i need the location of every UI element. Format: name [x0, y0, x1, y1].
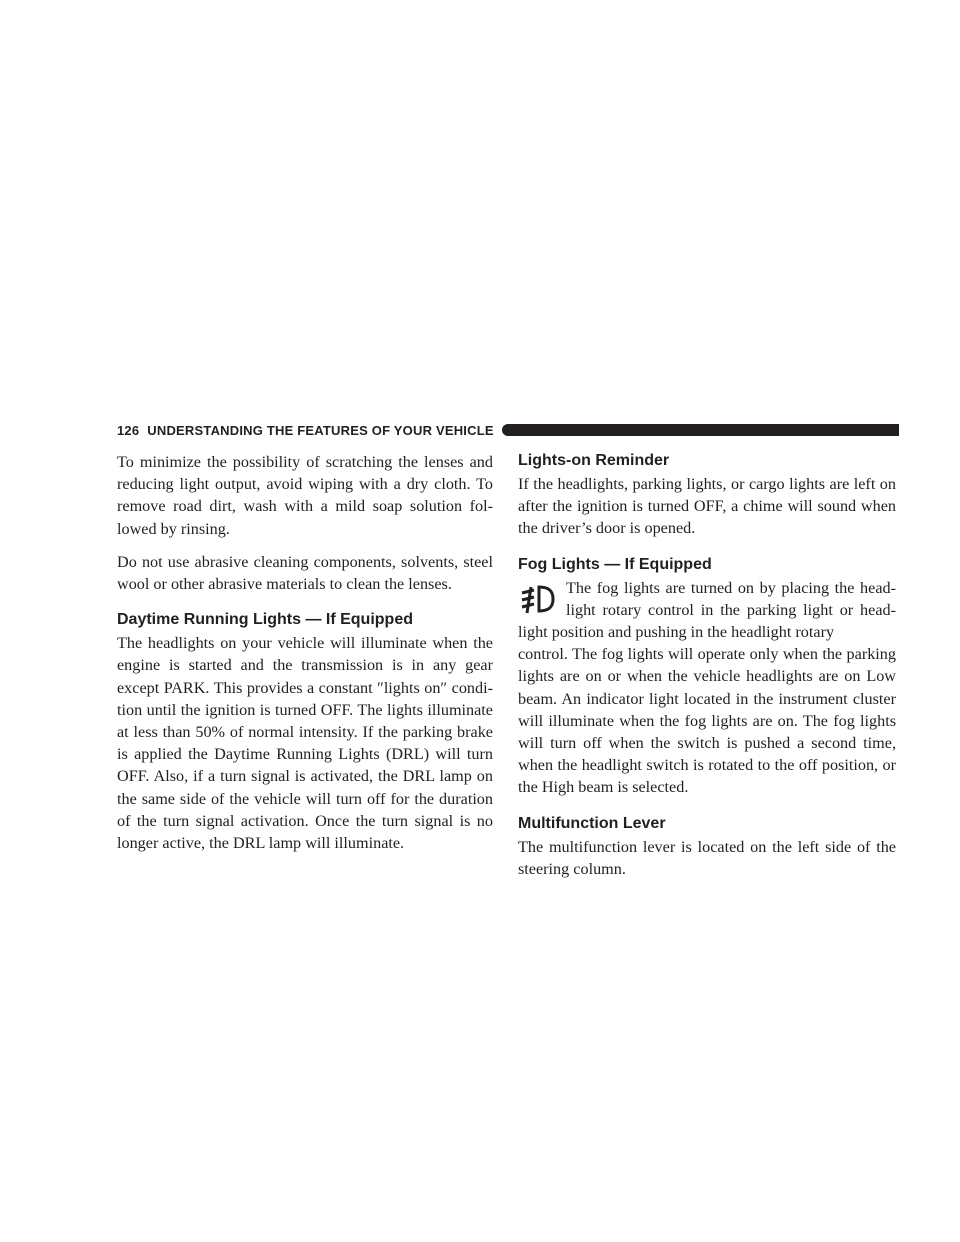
paragraph-abrasive-warning: Do not use abrasive cleaning components, solvents, steel wool or other abrasive materials to clean the lenses. — [117, 552, 493, 594]
header-rule — [502, 424, 899, 436]
right-column — [518, 451, 896, 891]
paragraph-multifunction-lever: The multifunction lever is located on the left side of the steering column. — [518, 837, 896, 878]
paragraph-daytime-running-lights: The headlights on your vehicle will illuminate when the engine is started and the transmission is in any gear except PARK. This provides a constant ″lights on″ condi-tion until the ignition is turned OFF. The lights illuminate at less than 50% of normal intensity. If the parking brake is applied the Daytime Running Lights (DRL) will turn OFF. Also, if a turn signal is activated, the DRL lamp on the same side of the vehicle will turn off for the duration of the turn signal activation. Once the turn signal is no longer active, the DRL lamp will illuminate. — [117, 634, 493, 853]
heading-fog-lights: Fog Lights — If Equipped — [518, 555, 712, 573]
front-fog-light-icon — [518, 581, 556, 617]
left-column — [117, 451, 493, 865]
page-header — [117, 418, 899, 442]
heading-lights-on-reminder: Lights-on Reminder — [518, 452, 670, 469]
paragraph-lights-on-reminder: If the headlights, parking lights, or cargo lights are left on after the ignition is turned OFF, a chime will sound when the driver’s door is opened. — [518, 475, 896, 538]
section-title: UNDERSTANDING THE FEATURES OF YOUR VEHICLE — [147, 422, 494, 438]
heading-multifunction-lever: Multifunction Lever — [518, 814, 666, 832]
page-number: 126 — [117, 422, 140, 438]
fog-lights-section — [518, 577, 896, 799]
paragraph-fog-lights-indented: The fog lights are turned on by placing the head-light rotary control in the parking light or head-light position and pushing in the headlight rotary — [518, 578, 896, 642]
heading-daytime-running-lights: Daytime Running Lights — If Equipped — [117, 611, 413, 629]
paragraph-lens-scratching: To minimize the possibility of scratching the lenses and reducing light output, avoid wiping with a dry cloth. To remove road dirt, wash with a mild soap solution fol-lowed by rinsing. — [117, 453, 493, 538]
paragraph-fog-lights: control. The fog lights will operate only when the parking lights are on or when the vehicle headlights are on Low beam. An indicator light located in the instrument cluster will illuminate when the fog lights are on. The fog lights will turn off when the switch is pushed a second time, when the headlight switch is rotated to the off position, or the High beam is selected. — [518, 645, 896, 797]
